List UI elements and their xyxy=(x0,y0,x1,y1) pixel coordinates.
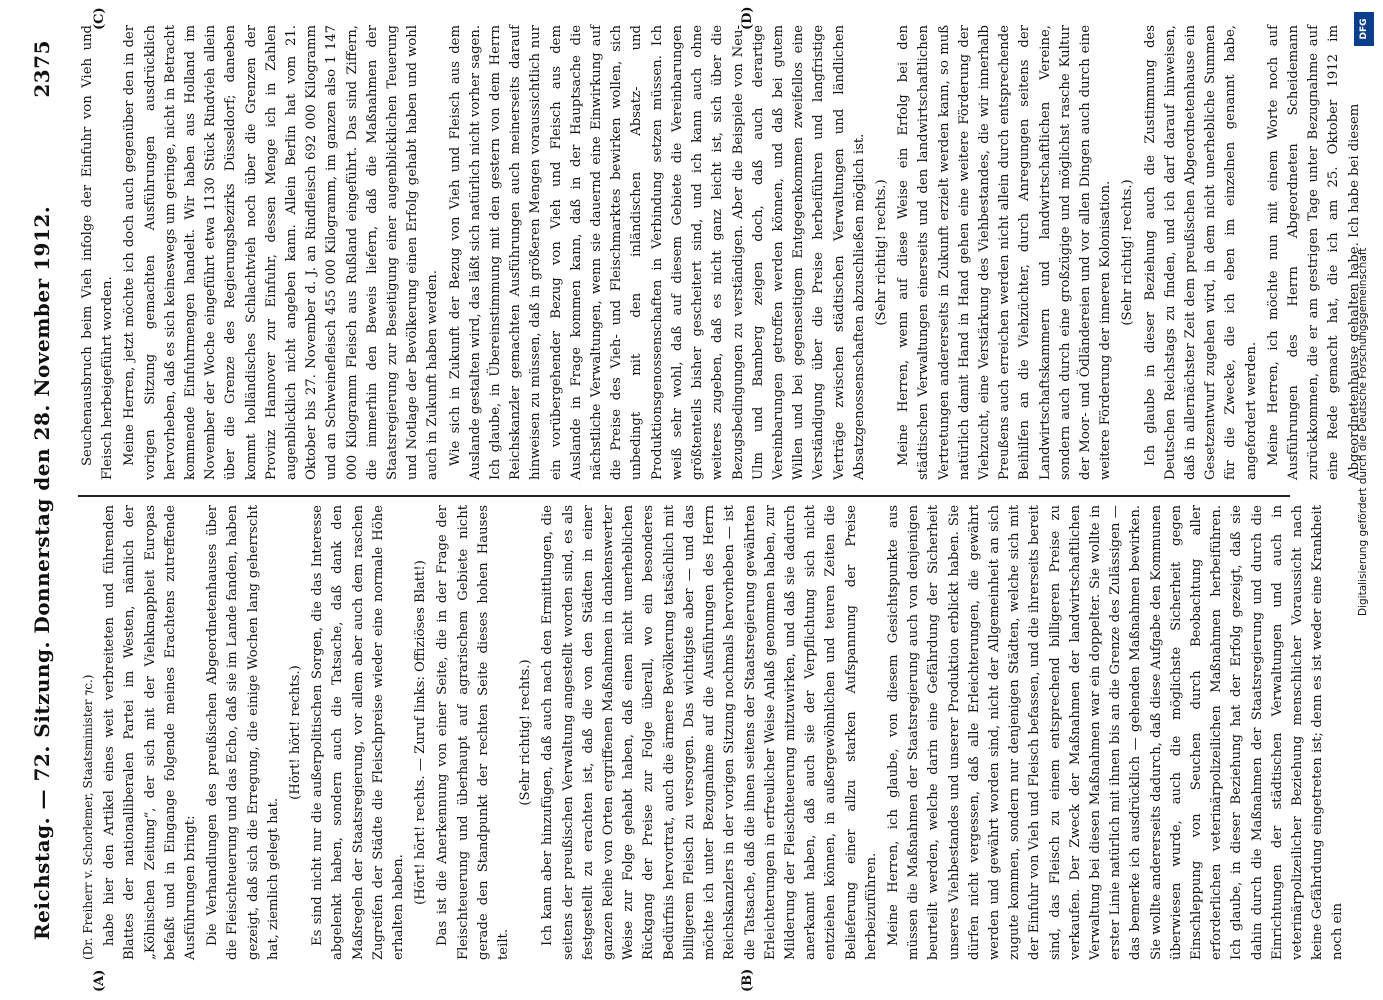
dfg-logo: DFG xyxy=(1354,12,1374,46)
page-number: 2375 xyxy=(30,40,54,98)
interjection: (Sehr richtig! rechts.) xyxy=(873,179,889,326)
dfg-credit-text: Digitalisierung gefördert durch die Deutsche Forschungsgemeinschaft xyxy=(1357,247,1369,616)
paragraph: Wie sich in Zukunft der Bezug von Vieh und Fleisch aus dem Auslande gestalten wird, das läßt sich natürlich nicht vorher sagen. Ich glaube, in Übereinstimmung mit den gestern von dem Herrn Reichskanzler gemachten Ausführungen auch meinerseits darauf hinweisen zu müssen, daß in größeren Mengen voraussichtlich nur ein vorübergehender Bezug von Vieh und Fleisch aus dem Auslande in Frage kommen kann, daß in der Hauptsache die nächstliche Verwaltungen, wenn sie dauernd eine Einwirkung auf die Preise des Vieh- und Fleischmarktes bewirken wollen, sich unbedingt mit den inländischen Absatz- und Produktionsgenossenschaften in Verbindung setzen müssen. Ich weiß sehr wohl, daß auf diesem Gebiete die Vereinbarungen größtenteils bisher gescheitert sind, und ich kann auch ohne weiteres zugeben, daß es nicht ganz leicht ist, sich über die Bezugsbedingungen zu verständigen. Aber die Beispiele von Neu-Ulm und Bamberg zeigen doch, daß auch derartige Vereinbarungen getroffen werden können, und daß bei gutem Willen und bei gegenseitigem Entgegenkommen zweifellos eine Verständigung über die Preise herbeiführen und langfristige Verträge zwischen städtischen Verwaltungen und ländlichen Absatzgenossenschaften abzuschließen möglich ist. xyxy=(447,25,867,480)
running-head: Reichstag. — 72. Sitzung. Donnerstag den 28. November 1912. xyxy=(30,205,54,940)
paragraph: Meine Herren, ich glaube, von diesem Gesichtspunkte aus müssen die Maßnahmen der Staatsregierung auch von denjenigen beurteilt werden, welche darin eine Gefährdung der Sicherheit unseres Viehbestandes und unserer Produktion erblickt haben. Sie dürfen nicht vergessen, daß alle Erleichterungen, die gewährt werden und gewährt worden sind, nicht der Allgemeinheit an sich zugute kommen, sondern nur denjenigen Städten, welche sich mit der Einfuhr von Vieh und Fleisch befassen, und die ihrerseits bereit sind, das Fleisch zu einem entsprechend billigeren Preise zu verkaufen. Der Zweck der Maßnahmen der landwirtschaftlichen Verwaltung bei diesen Maßnahmen war ein doppelter. Sie wollte in erster Linie natürlich mit ihnen bis an die Grenze des Zulässigen — das bemerke ich ausdrücklich — gehenden Maßnahmen bewirken. Sie wollte andererseits dadurch, daß diese Aufgabe den Kommunen überwiesen wurde, auch die möglichste Sicherheit gegen Einschleppung von Seuchen durch Beobachtung aller erforderlichen veterinärpolizeilichen Maßnahmen herbeiführen. Ich glaube, in dieser Beziehung hat der Erfolg gezeigt, daß sie dahin durch die Maßnahmen der Staatsregierung und durch die Einrichtungen der städtischen Verwaltungen und auch in veterinärpolizeilicher Beziehung menschlicher Voraussicht nach keine Gefährdung eingetreten ist; denn es ist weder eine Krankheit noch ein xyxy=(885,505,1346,960)
paragraph: Es sind nicht nur die außerpolitischen Sorgen, die das Interesse abgelenkt haben, sondern auch die Tatsache, daß dank den Maßregeln der Staatsregierung, vor allem aber auch dem raschen Zugreifen der Städte die Fleischpreise wieder eine normale Höhe erhalten haben. xyxy=(310,505,407,960)
margin-marker-d: (D) xyxy=(740,6,755,30)
paragraph: Ich kann aber hinzufügen, daß auch nach den Ermittlungen, die seitens der preußischen Verwaltung angestellt worden sind, es als festgestellt zu erachten ist, daß die von den Städten in einer ganzen Reihe von Orten ergriffenen Maßnahmen in dankenswerter Weise zur Folge gehabt haben, daß einen nicht unerheblichen Rückgang der Preise zur Folge überall, wo ein besonderes Bedürfnis hervortrat, auch die ärmere Bevölkerung tatsächlich mit billigerem Fleisch zu versorgen. Das wichtigste aber — und das möchte ich unter Bezugnahme auf die Ausführungen des Herrn Reichskanzlers in der vorigen Sitzung nochmals hervorheben — ist die Tatsache, daß die ihnen seitens der Staatsregierung gewährten Erleichterungen in erfreulicher Weise Anlaß genommen haben, zur Milderung der Fleischteuerung mitzuwirken, und daß sie dadurch anerkannt haben, daß auch sie der Verpflichtung sich nicht entziehen können, in außergewöhnlichen und teuren Zeiten die Belieferung einer allzu starken Aufspannung der Preise herbeizuführen. xyxy=(540,505,879,960)
interjection: (Sehr richtig! rechts.) xyxy=(518,659,534,806)
paragraph: Meine Herren, jetzt möchte ich doch auch gegenüber den in der vorigen Sitzung gemachten Ausführungen ausdrücklich hervorheben, daß es sich keineswegs um geringe, nicht in Betracht kommende Einfuhrmengen handelt. Wir haben aus Holland im November der Woche eingeführt etwa 1130 Stück Rindvieh allein über die Grenze des Regierungsbezirks Düsseldorf; daneben kommt holländisches Schlachtvieh noch über die Grenzen der Provinz Hannover zur Einfuhr, dessen Menge ich in Zahlen augenblicklich nicht angeben kann. Allein Berlin hat vom 21. Oktober bis 27. November d. J. an Rindfleisch 692 000 Kilogramm und an Schweinefleisch 455 000 Kilogramm, im ganzen also 1 147 000 Kilogramm Fleisch aus Rußland eingeführt. Das sind Ziffern, die immerhin den Beweis liefern, daß die Maßnahmen der Staatsregierung zur Beseitigung einer augenblicklichen Teuerung und Notlage der Bevölkerung einen Erfolg gehabt haben und wohl auch in Zukunft haben werden. xyxy=(122,25,441,480)
interjection: (Sehr richtig! rechts.) xyxy=(1120,179,1136,326)
left-column xyxy=(78,505,1346,960)
paragraph: habe hier den Artikel eines weit verbreiteten und führenden Blattes der nationalliberalen Partei im Westen, nämlich der „Kölnischen Zeitung“, der sich mit der Viehknappheit Europas befaßt und in Eingange folgende meines Erachtens zutreffende Ausführungen bringt: xyxy=(102,505,199,960)
dfg-stamp xyxy=(1352,12,1376,616)
margin-marker-a: (A) xyxy=(92,969,107,992)
margin-marker-b: (B) xyxy=(740,968,755,992)
margin-marker-c: (C) xyxy=(92,7,107,30)
paragraph: Die Verhandlungen des preußischen Abgeordnetenhauses über die Fleischteuerung und das Echo, daß sie im Lande fanden, haben gezeigt, daß sich die Erregung, die einige Wochen lang geherrscht hat, ziemlich gelegt hat. xyxy=(205,505,281,960)
right-column xyxy=(78,25,1362,480)
paragraph: Das ist die Anerkennung von einer Seite, die in der Frage der Fleischteuerung und überhaupt auf agrarischem Gebiete nicht gerade den Standpunkt der rechten Seite dieses hohen Hauses teilt. xyxy=(435,505,512,960)
interjection: (Hört! hört! rechts.) xyxy=(288,665,304,800)
paragraph: Seuchenausbruch beim Vieh infolge der Einfuhr von Vieh und Fleisch herbeigeführt worden. xyxy=(80,25,116,480)
paragraph: Meine Herren, wenn auf diese Weise ein Erfolg bei den städtischen Verwaltungen einerseits und den landwirtschaftlichen Vertretungen andererseits in Zukunft erzielt werden kann, so muß natürlich damit Hand in Hand gehen eine weitere Förderung der Viehzucht, eine Verstärkung des Viehbestandes, die wir innerhalb Preußens auch erreichen werden nicht allein durch entsprechende Beihilfen an die Viehzüchter, durch Anregungen seitens der Landwirtschaftskammern und landwirtschaftlichen Vereine, sondern auch durch eine großzügige und möglichst rasche Kultur der Moor- und Ödländereien und vor allen Dingen auch durch eine weitere Förderung der inneren Kolonisation. xyxy=(896,25,1114,480)
interjection: (Hört! hört! rechts. — Zuruf links: Offiziöses Blatt!) xyxy=(413,560,429,905)
speaker-line: (Dr. Freiherr v. Schorlemer, Staatsminister ⁊c.) xyxy=(81,674,95,960)
column-divider xyxy=(78,495,1290,497)
page-header xyxy=(22,40,62,940)
paragraph: Meine Herren, ich möchte nun mit einem Worte noch auf Ausführungen des Herrn Abgeordneten Scheidemann zurückkommen, die er am gestrigen Tage unter Bezugnahme auf eine Rede gemacht hat, die ich am 25. Oktober 1912 im Abgeordnetenhause gehalten habe. Ich habe bei diesem xyxy=(1265,25,1362,480)
paragraph: Ich glaube in dieser Beziehung auch die Zustimmung des Deutschen Reichstags zu finden, und ich darf darauf hinweisen, daß in allernächster Zeit dem preußischen Abgeordnetenhause ein Gesetzentwurf zugehen wird, in dem nicht unerhebliche Summen für die Zwecke, die ich eben im einzelnen genannt habe, angefordert werden. xyxy=(1142,25,1259,480)
